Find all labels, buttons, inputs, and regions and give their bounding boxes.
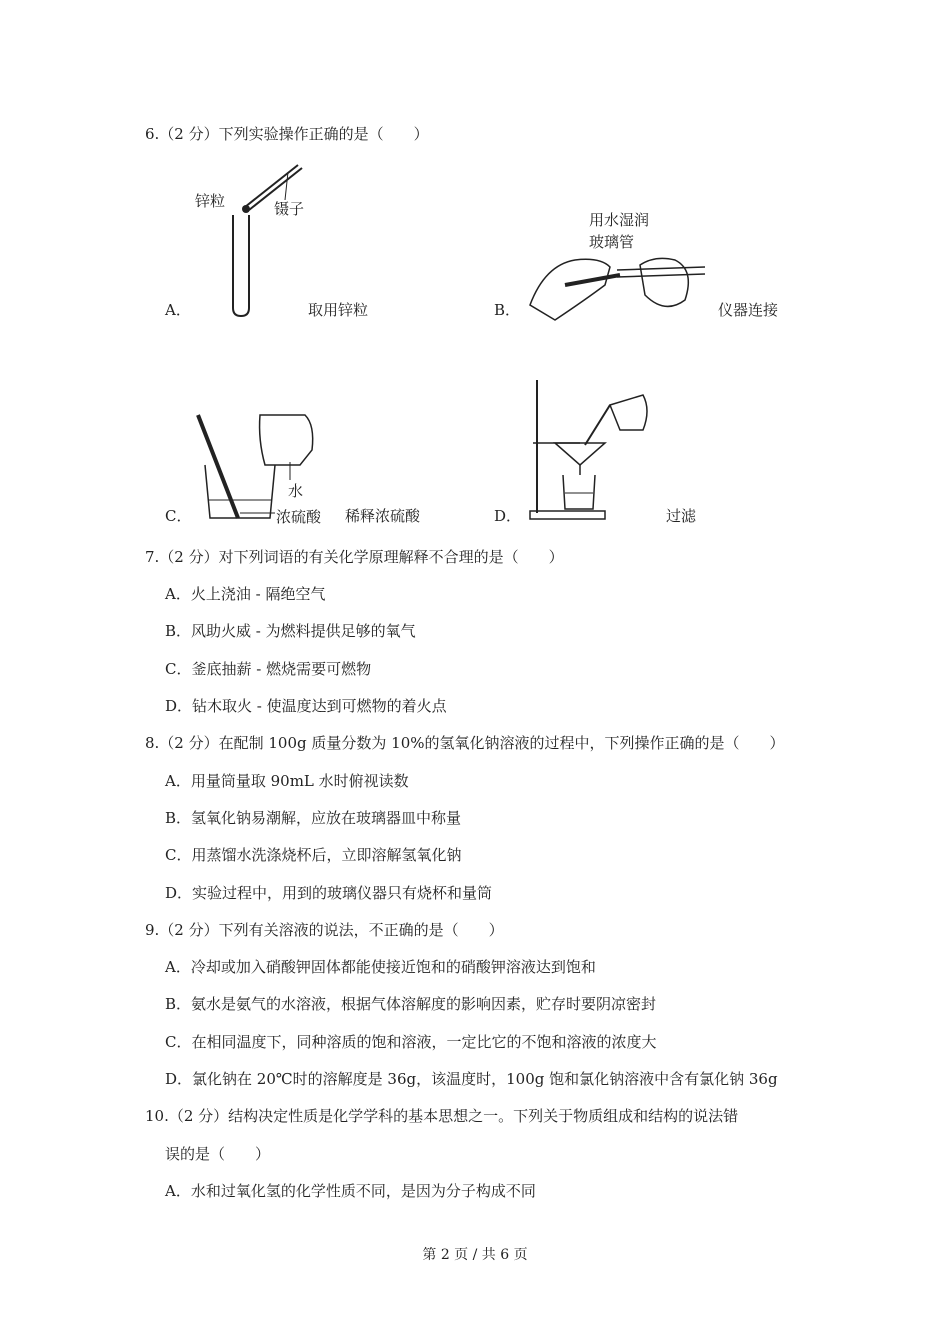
question-8-option-c: C．用蒸馏水洗涤烧杯后，立即溶解氢氧化钠 xyxy=(165,846,462,864)
option-a-caption: 取用锌粒 xyxy=(308,301,369,319)
question-8-option-d: D．实验过程中，用到的玻璃仪器只有烧杯和量筒 xyxy=(165,884,493,902)
question-7-option-b: B．风助火威 - 为燃料提供足够的氧气 xyxy=(165,622,416,640)
option-d-letter: D． xyxy=(494,507,522,525)
question-6-stem: 6.（2 分）下列实验操作正确的是（ ） xyxy=(145,125,429,143)
question-8-stem: 8.（2 分）在配制 100g 质量分数为 10%的氢氧化钠溶液的过程中，下列操作正确的是（ ） xyxy=(145,734,785,752)
option-d-caption: 过滤 xyxy=(666,507,697,525)
figure-a-zinc xyxy=(190,160,320,320)
option-b-caption: 仪器连接 xyxy=(718,301,779,319)
option-b-letter: B． xyxy=(494,301,521,319)
label-zinc: 锌粒 xyxy=(195,192,226,210)
question-9-stem: 9.（2 分）下列有关溶液的说法，不正确的是（ ） xyxy=(145,921,504,939)
label-water: 水 xyxy=(288,482,304,500)
label-conc-sulfuric-acid: 浓硫酸 xyxy=(276,508,322,526)
question-10-option-a: A．水和过氧化氢的化学性质不同，是因为分子构成不同 xyxy=(165,1182,536,1200)
question-8-option-a: A．用量筒量取 90mL 水时俯视读数 xyxy=(165,772,409,790)
label-tweezers: 镊子 xyxy=(274,200,305,218)
question-9-option-d: D．氯化钠在 20℃时的溶解度是 36g，该温度时，100g 饱和氯化钠溶液中含有氯化钠 36g xyxy=(165,1070,778,1088)
label-glass-tube: 玻璃管 xyxy=(589,233,635,251)
label-wet-with-water: 用水湿润 xyxy=(589,211,650,229)
option-c-letter: C． xyxy=(165,507,192,525)
question-7-stem: 7.（2 分）对下列词语的有关化学原理解释不合理的是（ ） xyxy=(145,548,564,566)
figure-c-dilute xyxy=(190,410,340,530)
question-9-option-a: A．冷却或加入硝酸钾固体都能使接近饱和的硝酸钾溶液达到饱和 xyxy=(165,958,596,976)
figure-d-filtration xyxy=(525,375,655,525)
option-a-letter: A． xyxy=(165,301,191,319)
question-7-option-a: A．火上浇油 - 隔绝空气 xyxy=(165,585,326,603)
question-7-option-c: C．釜底抽薪 - 燃烧需要可燃物 xyxy=(165,660,372,678)
question-7-option-d: D．钻木取火 - 使温度达到可燃物的着火点 xyxy=(165,697,447,715)
question-8-option-b: B．氢氧化钠易潮解，应放在玻璃器皿中称量 xyxy=(165,809,462,827)
question-10-stem-line1: 10.（2 分）结构决定性质是化学学科的基本思想之一。下列关于物质组成和结构的说法错 xyxy=(145,1107,739,1125)
option-c-caption: 稀释浓硫酸 xyxy=(345,507,421,525)
page-footer: 第 2 页 / 共 6 页 xyxy=(422,1247,528,1263)
question-9-option-b: B．氨水是氨气的水溶液，根据气体溶解度的影响因素，贮存时要阴凉密封 xyxy=(165,995,657,1013)
figure-b-connect xyxy=(525,205,710,325)
question-9-option-c: C．在相同温度下，同种溶质的饱和溶液，一定比它的不饱和溶液的浓度大 xyxy=(165,1033,657,1051)
question-10-stem-line2: 误的是（ ） xyxy=(165,1145,271,1163)
